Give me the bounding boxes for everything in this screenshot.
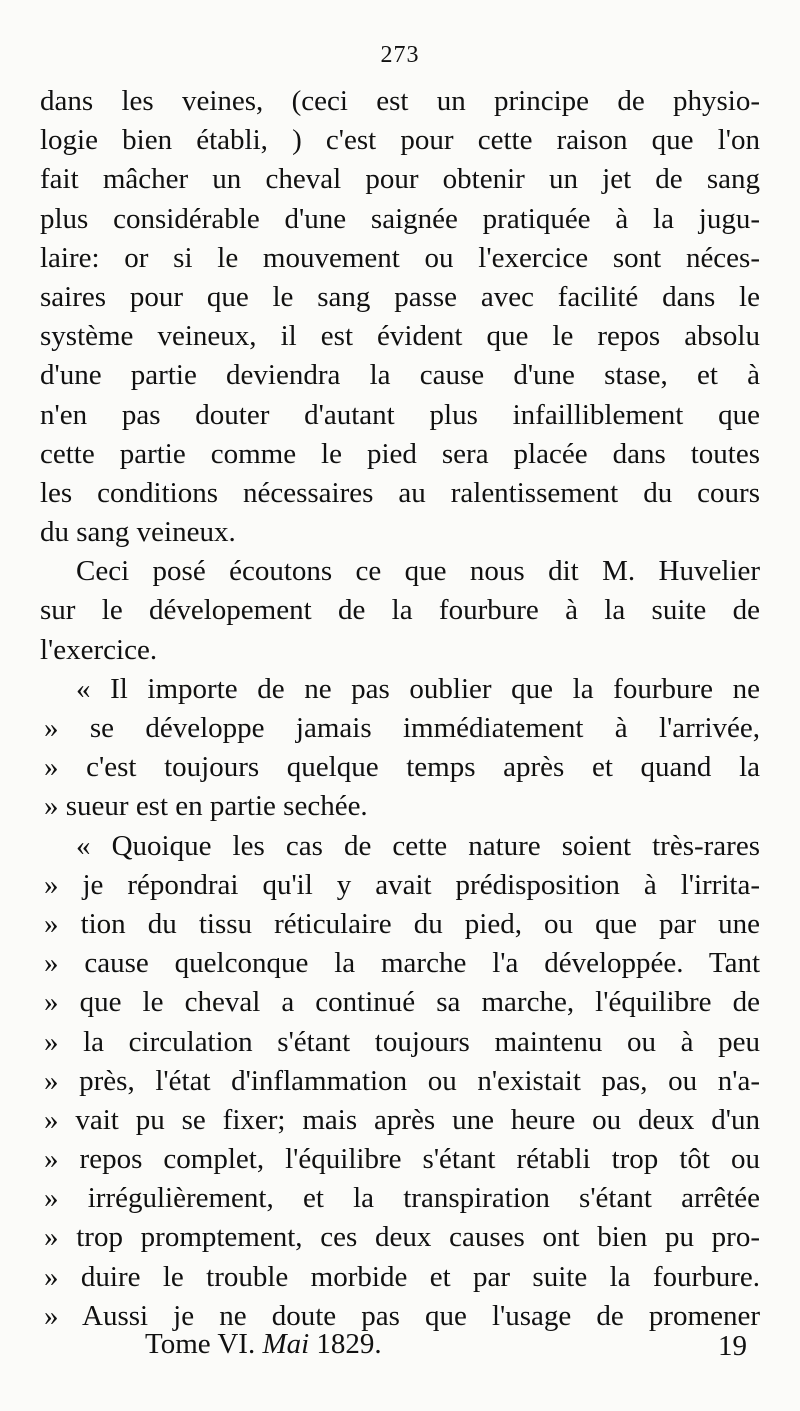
text-line: fait mâcher un cheval pour obtenir un jet de sang xyxy=(40,163,760,196)
quote-line: » cause quelconque la marche l'a développée. Tant xyxy=(44,947,760,980)
quote-line: » duire le trouble morbide et par suite la fourbure. xyxy=(44,1260,760,1293)
quote-line: » vait pu se fixer; mais après une heure ou deux d'un xyxy=(44,1103,760,1136)
text-line: n'en pas douter d'autant plus infailliblement que xyxy=(40,398,760,431)
volume-signature xyxy=(145,1328,382,1361)
text-line: logie bien établi, ) c'est pour cette raison que l'on xyxy=(40,124,760,157)
quote-line: » tion du tissu réticulaire du pied, ou que par une xyxy=(44,907,760,940)
quote-line: » près, l'état d'inflammation ou n'existait pas, ou n'a- xyxy=(44,1064,760,1097)
sheet-number: 19 xyxy=(718,1330,747,1362)
text-line: l'exercice. xyxy=(40,633,158,666)
text-line: système veineux, il est évident que le repos absolu xyxy=(40,320,760,353)
quote-line: » je répondrai qu'il y avait prédisposition à l'irrita- xyxy=(44,868,760,901)
quote-line: « Quoique les cas de cette nature soient très-rares xyxy=(76,829,760,862)
month-label: Mai xyxy=(262,1328,310,1360)
quote-line: » la circulation s'étant toujours maintenu ou à peu xyxy=(44,1025,760,1058)
text-line: sur le dévelopement de la fourbure à la suite de xyxy=(40,594,760,627)
quote-line: » irrégulièrement, et la transpiration s'étant arrêtée xyxy=(44,1182,760,1215)
text-line: d'une partie deviendra la cause d'une stase, et à xyxy=(40,359,760,392)
body-text xyxy=(40,82,760,1336)
year-label: 1829. xyxy=(316,1328,382,1360)
text-line: les conditions nécessaires au ralentissement du cours xyxy=(40,476,760,509)
text-line: Ceci posé écoutons ce que nous dit M. Huvelier xyxy=(76,555,760,588)
volume-label: Tome VI. xyxy=(145,1328,256,1360)
quote-line: » se développe jamais immédiatement à l'arrivée, xyxy=(44,712,760,744)
text-line: dans les veines, (ceci est un principe de physio- xyxy=(40,85,760,117)
page-footer xyxy=(0,1328,800,1368)
text-line: saires pour que le sang passe avec facilité dans le xyxy=(40,280,760,313)
quote-line: » repos complet, l'équilibre s'étant rétabli trop tôt ou xyxy=(44,1143,760,1176)
quote-line: » sueur est en partie sechée. xyxy=(44,790,368,823)
text-line: laire: or si le mouvement ou l'exercice sont néces- xyxy=(40,241,760,274)
quote-line: » Aussi je ne doute pas que l'usage de promener xyxy=(44,1299,760,1332)
text-line: plus considérable d'une saignée pratiquée à la jugu- xyxy=(40,202,760,235)
quote-line: » trop promptement, ces deux causes ont bien pu pro- xyxy=(44,1221,760,1254)
quote-line: » que le cheval a continué sa marche, l'équilibre de xyxy=(44,986,760,1019)
page-number: 273 xyxy=(380,42,420,68)
text-line: du sang veineux. xyxy=(40,516,236,549)
text-line: cette partie comme le pied sera placée dans toutes xyxy=(40,437,760,470)
quote-line: » c'est toujours quelque temps après et quand la xyxy=(44,751,760,784)
quote-line: « Il importe de ne pas oublier que la fourbure ne xyxy=(76,672,760,705)
